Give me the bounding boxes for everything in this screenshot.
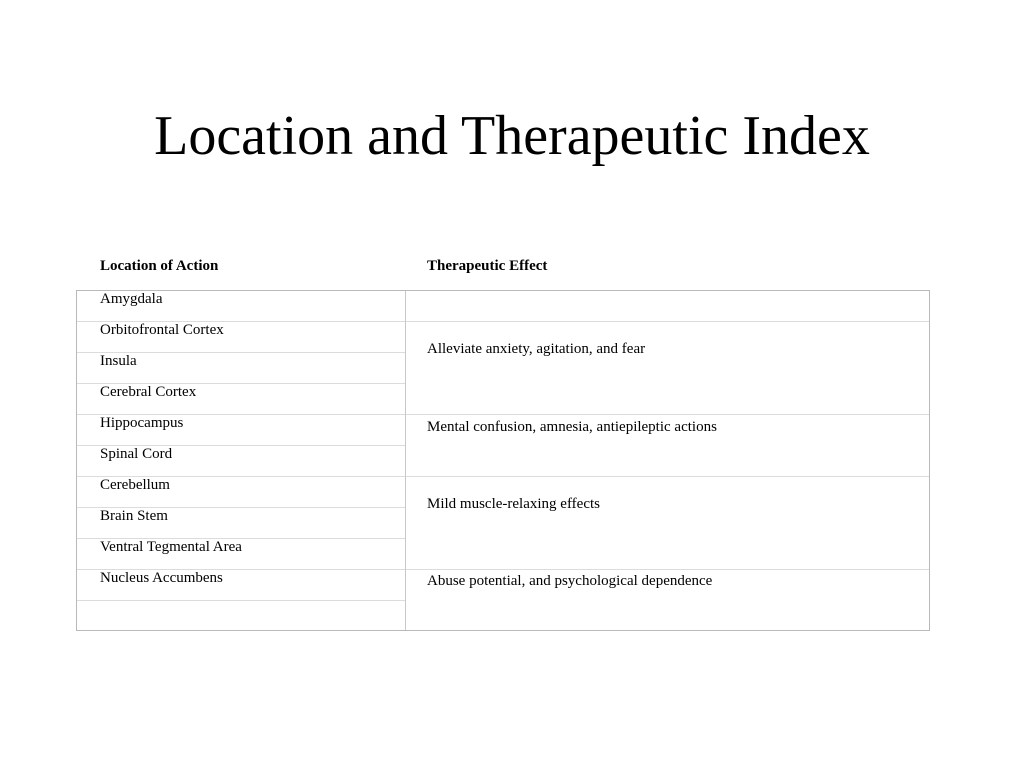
effect-cell: Mental confusion, amnesia, antiepileptic actions (427, 419, 717, 435)
table-row-location (77, 322, 405, 353)
location-cell: Hippocampus (100, 415, 184, 431)
location-cell: Spinal Cord (100, 446, 173, 462)
effect-cell: Alleviate anxiety, agitation, and fear (427, 341, 646, 357)
location-cell: Insula (100, 353, 137, 369)
table-row-effect (406, 291, 929, 322)
table-row-location (77, 601, 405, 630)
column-header-effect: Therapeutic Effect (427, 258, 548, 274)
location-cell: Amygdala (100, 291, 163, 307)
table-row-location (77, 291, 405, 322)
table-row-effect (406, 415, 929, 477)
table-row-location (77, 446, 405, 477)
table-row-effect (406, 570, 929, 630)
table-row-effect (406, 477, 929, 570)
column-header-location: Location of Action (100, 258, 219, 274)
table-row-location (77, 570, 405, 601)
slide-title: Location and Therapeutic Index (154, 105, 870, 167)
table-row-location (77, 508, 405, 539)
location-cell: Cerebral Cortex (100, 384, 197, 400)
table-row-location (77, 384, 405, 415)
effect-cell: Abuse potential, and psychological dependence (427, 573, 713, 589)
table-row-location (77, 539, 405, 570)
location-cell: Cerebellum (100, 477, 170, 493)
location-cell: Orbitofrontal Cortex (100, 322, 224, 338)
table-row-effect (406, 322, 929, 415)
location-cell: Nucleus Accumbens (100, 570, 223, 586)
table-row-location (77, 353, 405, 384)
location-cell: Brain Stem (100, 508, 168, 524)
effect-cell: Mild muscle-relaxing effects (427, 496, 600, 512)
table-row-location (77, 477, 405, 508)
location-cell: Ventral Tegmental Area (100, 539, 242, 555)
location-effect-table (76, 290, 930, 631)
table-row-location (77, 415, 405, 446)
